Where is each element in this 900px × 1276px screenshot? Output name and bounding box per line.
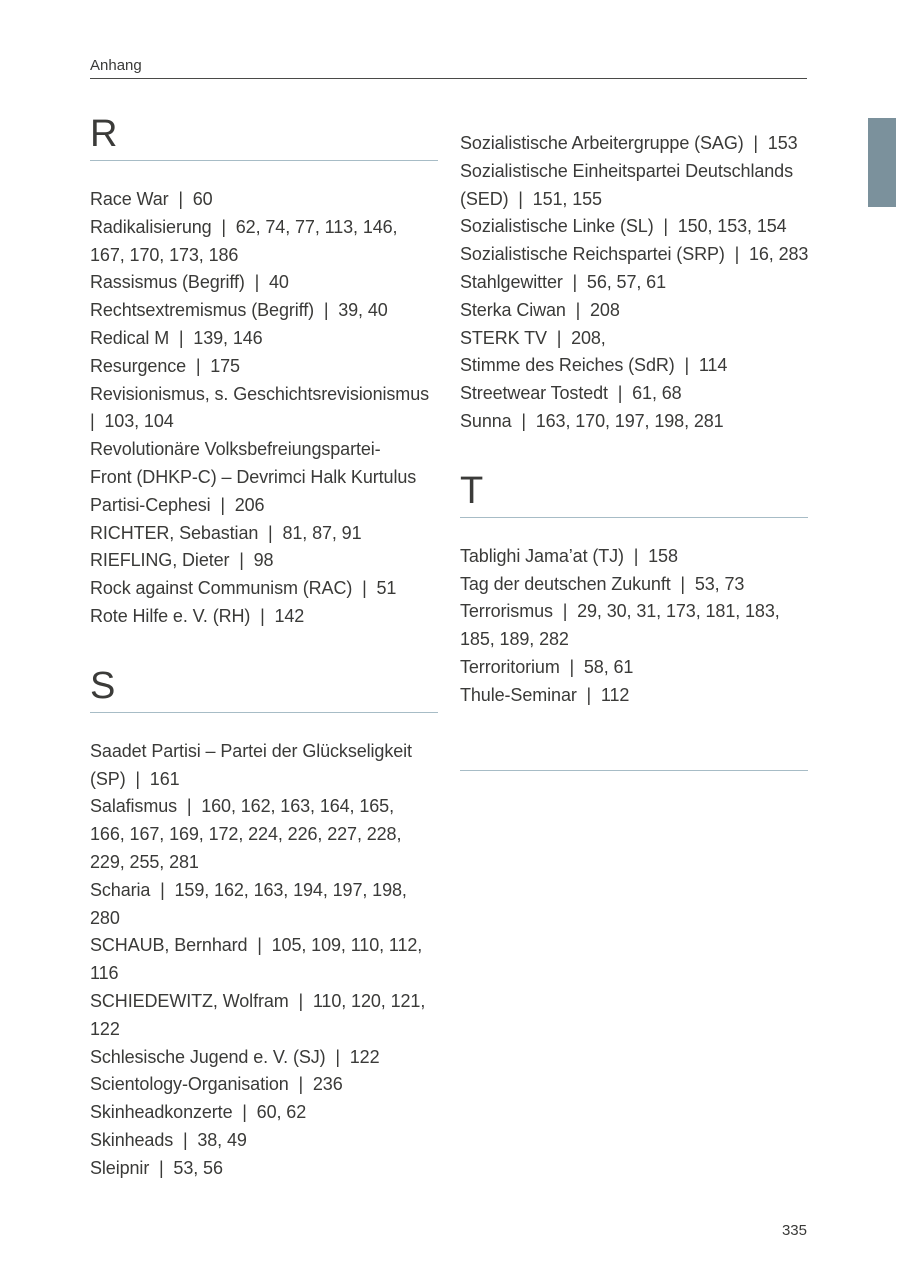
index-entry xyxy=(90,1155,438,1183)
index-entry xyxy=(460,241,808,269)
index-entry xyxy=(90,1071,438,1099)
index-entry-line: 166, 167, 169, 172, 224, 226, 227, 228, xyxy=(90,824,402,845)
running-header xyxy=(90,57,807,79)
index-entry-line: Rechtsextremismus (Begriff) | 39, 40 xyxy=(90,300,388,321)
index-entry-line: Rassismus (Begriff) | 40 xyxy=(90,272,289,293)
index-column-right xyxy=(460,130,808,771)
index-entry-line: Schlesische Jugend e. V. (SJ) | 122 xyxy=(90,1046,380,1067)
index-entry-line: Thule-Seminar | 112 xyxy=(460,684,630,705)
index-entry-line: Sleipnir | 53, 56 xyxy=(90,1157,223,1178)
index-entry-line: Skinheads | 38, 49 xyxy=(90,1129,247,1150)
index-entry xyxy=(460,297,808,325)
index-entry xyxy=(90,793,438,876)
index-entry xyxy=(90,1044,438,1072)
index-entry-line: Sunna | 163, 170, 197, 198, 281 xyxy=(460,410,724,431)
index-entry-line: Stahlgewitter | 56, 57, 61 xyxy=(460,271,667,292)
index-entry xyxy=(460,158,808,214)
index-entry xyxy=(90,325,438,353)
index-entry-line: Scientology-Organisation | 236 xyxy=(90,1074,343,1095)
index-entry-line: 280 xyxy=(90,907,120,928)
index-entry-line: Sozialistische Einheitspartei Deutschlands xyxy=(460,160,793,181)
index-entry-line: STERK TV | 208, xyxy=(460,327,606,348)
index-entry-line: 185, 189, 282 xyxy=(460,629,569,650)
index-entry-line: (SP) | 161 xyxy=(90,768,180,789)
index-entry-line: Radikalisierung | 62, 74, 77, 113, 146, xyxy=(90,216,398,237)
index-entry xyxy=(90,738,438,794)
index-entry-line: Sozialistische Reichspartei (SRP) | 16, 283 xyxy=(460,244,809,265)
index-entry-line: Terrorismus | 29, 30, 31, 173, 181, 183, xyxy=(460,601,780,622)
index-entry xyxy=(460,408,808,436)
index-entry-line: Front (DHKP-C) – Devrimci Halk Kurtulus xyxy=(90,466,417,487)
index-entry xyxy=(90,436,438,519)
index-entry-line: Saadet Partisi – Partei der Glückseligkeit xyxy=(90,740,412,761)
index-column-left xyxy=(90,113,438,1183)
index-entry xyxy=(460,543,808,571)
index-entry xyxy=(460,213,808,241)
index-entry-line: (SED) | 151, 155 xyxy=(460,188,602,209)
index-entry-line: Streetwear Tostedt | 61, 68 xyxy=(460,383,682,404)
index-entry-line: RICHTER, Sebastian | 81, 87, 91 xyxy=(90,522,362,543)
index-entry xyxy=(90,988,438,1044)
index-entry xyxy=(460,352,808,380)
index-entry xyxy=(90,381,438,437)
index-entry-line: Race War | 60 xyxy=(90,189,213,209)
chapter-edge-tab xyxy=(868,118,896,207)
index-entry xyxy=(90,520,438,548)
index-entry-line: Salafismus | 160, 162, 163, 164, 165, xyxy=(90,796,394,817)
section-heading-s: S xyxy=(90,670,438,713)
index-entry-line: Rock against Communism (RAC) | 51 xyxy=(90,578,397,599)
index-entry xyxy=(90,1127,438,1155)
index-entry-line: 122 xyxy=(90,1018,120,1039)
index-entry-line: | 103, 104 xyxy=(90,411,174,432)
index-entry-line: Revolutionäre Volksbefreiungspartei- xyxy=(90,439,381,460)
running-header-label: Anhang xyxy=(90,57,142,74)
index-entry xyxy=(460,269,808,297)
index-entry xyxy=(90,877,438,933)
index-entry-line: Tablighi Jama’at (TJ) | 158 xyxy=(460,545,678,566)
index-entry xyxy=(90,932,438,988)
index-entry-line: 116 xyxy=(90,963,119,984)
index-entry-line: Scharia | 159, 162, 163, 194, 197, 198, xyxy=(90,879,407,900)
index-entry-line: SCHAUB, Bernhard | 105, 109, 110, 112, xyxy=(90,935,423,956)
index-entry-line: Tag der deutschen Zukunft | 53, 73 xyxy=(460,573,745,594)
index-entry-line: Sterka Ciwan | 208 xyxy=(460,299,620,320)
index-entry-line: SCHIEDEWITZ, Wolfram | 110, 120, 121, xyxy=(90,990,426,1011)
index-entry xyxy=(460,654,808,682)
index-entry xyxy=(90,353,438,381)
index-entry-line: Sozialistische Arbeitergruppe (SAG) | 153 xyxy=(460,133,798,153)
index-entry xyxy=(460,325,808,353)
section-heading-t: T xyxy=(460,475,808,518)
index-entry-line: Stimme des Reiches (SdR) | 114 xyxy=(460,355,728,376)
index-entry xyxy=(90,214,438,270)
index-entry-line: Terroritorium | 58, 61 xyxy=(460,656,634,677)
index-entry-line: Redical M | 139, 146 xyxy=(90,327,263,348)
page-number: 335 xyxy=(781,1222,807,1239)
section-heading-r: R xyxy=(90,118,438,161)
index-entry-line: Revisionismus, s. Geschichtsrevisionismus xyxy=(90,383,429,404)
index-entry xyxy=(90,297,438,325)
index-entry-line: RIEFLING, Dieter | 98 xyxy=(90,550,274,571)
index-entry-line: 229, 255, 281 xyxy=(90,851,199,872)
index-entry-line: Resurgence | 175 xyxy=(90,355,240,376)
index-entry xyxy=(90,269,438,297)
index-entry xyxy=(90,603,438,631)
index-entry-line: Partisi-Cephesi | 206 xyxy=(90,494,265,515)
index-entry-line: Rote Hilfe e. V. (RH) | 142 xyxy=(90,605,305,626)
index-entry xyxy=(90,547,438,575)
index-entry xyxy=(460,598,808,654)
index-entry-line: Skinheadkonzerte | 60, 62 xyxy=(90,1102,307,1123)
index-entry xyxy=(90,575,438,603)
index-entry xyxy=(460,130,808,158)
index-entry xyxy=(460,380,808,408)
index-entry xyxy=(460,571,808,599)
index-entry xyxy=(90,1099,438,1127)
index-entry xyxy=(90,186,438,214)
index-entry-line: Sozialistische Linke (SL) | 150, 153, 154 xyxy=(460,216,787,237)
index-entry xyxy=(460,682,808,710)
index-entry-line: 167, 170, 173, 186 xyxy=(90,244,239,265)
closing-rule xyxy=(460,770,808,771)
